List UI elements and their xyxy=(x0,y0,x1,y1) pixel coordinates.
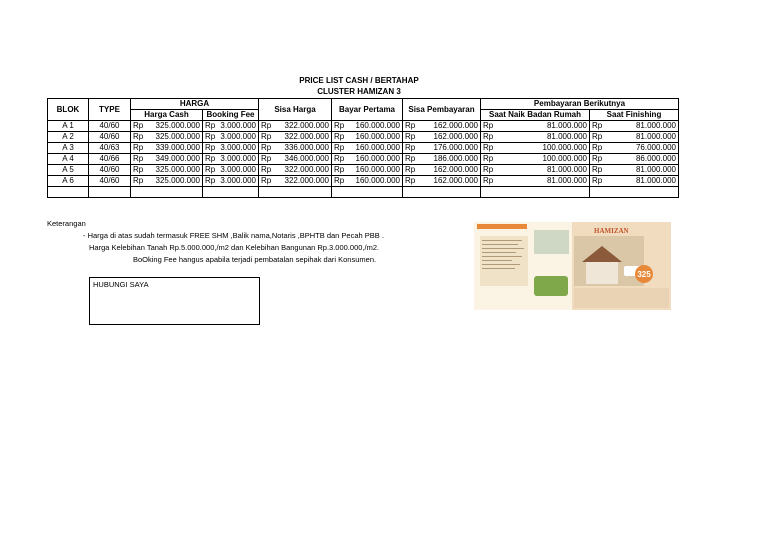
brochure-brand-text: HAMIZAN xyxy=(594,227,629,235)
cell-text: 40/60 xyxy=(99,132,120,141)
cell-type xyxy=(89,154,131,165)
amount-value: 325.000.000 xyxy=(155,176,200,185)
currency-label: Rp xyxy=(205,165,216,174)
amount-value: 162.000.000 xyxy=(433,176,478,185)
cell-blok xyxy=(48,121,89,132)
brochure-house-wall xyxy=(586,262,618,284)
note-line-2: Harga Kelebihan Tanah Rp.5.000.000,/m2 dan Kelebihan Bangunan Rp.3.000.000,/m2. xyxy=(89,243,380,252)
cell-saat-naik xyxy=(481,132,590,143)
currency-label: Rp xyxy=(205,154,216,163)
currency-label: Rp xyxy=(334,154,345,163)
empty-cell xyxy=(481,187,590,198)
amount-value: 100.000.000 xyxy=(542,154,587,163)
cell-type xyxy=(89,121,131,132)
amount-value: 81.000.000 xyxy=(635,132,676,141)
amount-value: 3.000.000 xyxy=(220,143,256,152)
empty-cell xyxy=(48,187,89,198)
empty-cell xyxy=(332,187,403,198)
amount-value: 349.000.000 xyxy=(155,154,200,163)
cell-booking-fee xyxy=(203,154,259,165)
cell-text: 40/63 xyxy=(99,143,120,152)
currency-label: Rp xyxy=(483,165,494,174)
currency-label: Rp xyxy=(261,176,272,185)
cell-text: A 4 xyxy=(62,154,74,163)
amount-value: 339.000.000 xyxy=(155,143,200,152)
currency-label: Rp xyxy=(592,121,603,130)
currency-label: Rp xyxy=(405,132,416,141)
amount-value: 3.000.000 xyxy=(220,165,256,174)
currency-label: Rp xyxy=(334,165,345,174)
amount-value: 160.000.000 xyxy=(355,154,400,163)
amount-value: 336.000.000 xyxy=(284,143,329,152)
currency-label: Rp xyxy=(133,154,144,163)
currency-label: Rp xyxy=(334,132,345,141)
table-row xyxy=(48,176,679,187)
cell-type xyxy=(89,176,131,187)
amount-value: 176.000.000 xyxy=(433,143,478,152)
amount-value: 160.000.000 xyxy=(355,132,400,141)
header-sisa-harga: Sisa Harga xyxy=(259,99,332,121)
cell-text: 40/60 xyxy=(99,121,120,130)
cell-text: A 3 xyxy=(62,143,74,152)
table-row-empty xyxy=(48,187,679,198)
cell-saat-finishing xyxy=(590,165,679,176)
currency-label: Rp xyxy=(405,143,416,152)
table-row xyxy=(48,165,679,176)
cell-booking-fee xyxy=(203,143,259,154)
cell-harga-cash xyxy=(131,165,203,176)
cell-sisa-harga xyxy=(259,176,332,187)
currency-label: Rp xyxy=(261,154,272,163)
amount-value: 76.000.000 xyxy=(635,143,676,152)
cell-text: A 1 xyxy=(62,121,74,130)
cell-sisa-pembayaran xyxy=(403,165,481,176)
currency-label: Rp xyxy=(133,121,144,130)
contact-box xyxy=(89,277,260,325)
currency-label: Rp xyxy=(334,121,345,130)
cell-type xyxy=(89,143,131,154)
currency-label: Rp xyxy=(483,143,494,152)
cell-text: 40/60 xyxy=(99,176,120,185)
header-blok: BLOK xyxy=(48,99,89,121)
currency-label: Rp xyxy=(405,121,416,130)
amount-value: 160.000.000 xyxy=(355,121,400,130)
cell-text: A 2 xyxy=(62,132,74,141)
cell-sisa-harga xyxy=(259,121,332,132)
amount-value: 160.000.000 xyxy=(355,176,400,185)
amount-value: 3.000.000 xyxy=(220,176,256,185)
currency-label: Rp xyxy=(133,165,144,174)
currency-label: Rp xyxy=(133,132,144,141)
cell-sisa-harga xyxy=(259,165,332,176)
cell-saat-naik xyxy=(481,143,590,154)
empty-cell xyxy=(259,187,332,198)
currency-label: Rp xyxy=(133,143,144,152)
price-table xyxy=(47,98,679,198)
amount-value: 186.000.000 xyxy=(433,154,478,163)
amount-value: 86.000.000 xyxy=(635,154,676,163)
cell-blok xyxy=(48,132,89,143)
empty-cell xyxy=(203,187,259,198)
header-saat-finishing: Saat Finishing xyxy=(590,110,679,121)
empty-cell xyxy=(131,187,203,198)
brochure-price-text: 325 xyxy=(637,270,651,279)
cell-bayar-pertama xyxy=(332,143,403,154)
cell-booking-fee xyxy=(203,176,259,187)
brochure-header-bar xyxy=(477,224,527,229)
empty-cell xyxy=(590,187,679,198)
cell-saat-finishing xyxy=(590,132,679,143)
amount-value: 3.000.000 xyxy=(220,154,256,163)
cell-sisa-pembayaran xyxy=(403,132,481,143)
cell-harga-cash xyxy=(131,121,203,132)
amount-value: 81.000.000 xyxy=(546,176,587,185)
cell-type xyxy=(89,165,131,176)
amount-value: 81.000.000 xyxy=(635,176,676,185)
currency-label: Rp xyxy=(405,176,416,185)
table-row xyxy=(48,143,679,154)
header-saat-naik: Saat Naik Badan Rumah xyxy=(481,110,590,121)
amount-value: 162.000.000 xyxy=(433,121,478,130)
cell-bayar-pertama xyxy=(332,132,403,143)
cell-type xyxy=(89,132,131,143)
contact-label: HUBUNGI SAYA xyxy=(93,280,149,289)
cell-sisa-pembayaran xyxy=(403,154,481,165)
currency-label: Rp xyxy=(261,165,272,174)
amount-value: 3.000.000 xyxy=(220,132,256,141)
cell-booking-fee xyxy=(203,121,259,132)
cell-saat-finishing xyxy=(590,154,679,165)
cell-harga-cash xyxy=(131,176,203,187)
cell-bayar-pertama xyxy=(332,121,403,132)
currency-label: Rp xyxy=(592,154,603,163)
header-type: TYPE xyxy=(89,99,131,121)
cell-booking-fee xyxy=(203,165,259,176)
cell-saat-finishing xyxy=(590,121,679,132)
currency-label: Rp xyxy=(405,165,416,174)
currency-label: Rp xyxy=(483,121,494,130)
cell-harga-cash xyxy=(131,132,203,143)
amount-value: 162.000.000 xyxy=(433,132,478,141)
cell-blok xyxy=(48,154,89,165)
amount-value: 3.000.000 xyxy=(220,121,256,130)
currency-label: Rp xyxy=(205,121,216,130)
currency-label: Rp xyxy=(483,176,494,185)
header-bayar-pertama: Bayar Pertama xyxy=(332,99,403,121)
amount-value: 325.000.000 xyxy=(155,165,200,174)
currency-label: Rp xyxy=(483,154,494,163)
notes-label: Keterangan xyxy=(47,219,86,228)
amount-value: 322.000.000 xyxy=(284,176,329,185)
cell-saat-finishing xyxy=(590,176,679,187)
amount-value: 81.000.000 xyxy=(546,121,587,130)
currency-label: Rp xyxy=(483,132,494,141)
cell-sisa-harga xyxy=(259,132,332,143)
amount-value: 162.000.000 xyxy=(433,165,478,174)
table-row xyxy=(48,121,679,132)
amount-value: 81.000.000 xyxy=(635,121,676,130)
cell-saat-naik xyxy=(481,176,590,187)
cell-bayar-pertama xyxy=(332,165,403,176)
cell-saat-naik xyxy=(481,154,590,165)
currency-label: Rp xyxy=(592,143,603,152)
currency-label: Rp xyxy=(205,143,216,152)
amount-value: 322.000.000 xyxy=(284,121,329,130)
cell-text: 40/60 xyxy=(99,165,120,174)
note-line-3: BoOking Fee hangus apabila terjadi pembatalan sepihak dari Konsumen. xyxy=(133,255,377,264)
amount-value: 160.000.000 xyxy=(355,143,400,152)
brochure-house-photo-small xyxy=(534,230,569,254)
amount-value: 322.000.000 xyxy=(284,165,329,174)
currency-label: Rp xyxy=(334,143,345,152)
header-harga-cash: Harga Cash xyxy=(131,110,203,121)
currency-label: Rp xyxy=(592,165,603,174)
cell-text: 40/66 xyxy=(99,154,120,163)
brochure-green-badge xyxy=(534,276,568,296)
currency-label: Rp xyxy=(205,176,216,185)
cell-text: A 6 xyxy=(62,176,74,185)
brochure-image xyxy=(474,222,671,310)
cell-blok xyxy=(48,143,89,154)
amount-value: 322.000.000 xyxy=(284,132,329,141)
currency-label: Rp xyxy=(261,132,272,141)
page-title: PRICE LIST CASH / BERTAHAP xyxy=(299,76,419,85)
currency-label: Rp xyxy=(334,176,345,185)
amount-value: 81.000.000 xyxy=(546,165,587,174)
currency-label: Rp xyxy=(133,176,144,185)
currency-label: Rp xyxy=(261,143,272,152)
cell-text: A 5 xyxy=(62,165,74,174)
cell-bayar-pertama xyxy=(332,176,403,187)
currency-label: Rp xyxy=(405,154,416,163)
header-booking-fee: Booking Fee xyxy=(203,110,259,121)
cell-harga-cash xyxy=(131,143,203,154)
note-line-1: - Harga di atas sudah termasuk FREE SHM ,Balik nama,Notaris ,BPHTB dan Pecah PBB . xyxy=(83,231,384,240)
cell-booking-fee xyxy=(203,132,259,143)
currency-label: Rp xyxy=(592,132,603,141)
header-harga: HARGA xyxy=(131,99,259,110)
cell-sisa-harga xyxy=(259,154,332,165)
header-pembayaran-berikutnya: Pembayaran Berikutnya xyxy=(481,99,679,110)
cell-blok xyxy=(48,176,89,187)
currency-label: Rp xyxy=(592,176,603,185)
empty-cell xyxy=(403,187,481,198)
cell-sisa-harga xyxy=(259,143,332,154)
amount-value: 346.000.000 xyxy=(284,154,329,163)
currency-label: Rp xyxy=(261,121,272,130)
cell-saat-naik xyxy=(481,165,590,176)
cell-saat-naik xyxy=(481,121,590,132)
cell-sisa-pembayaran xyxy=(403,121,481,132)
amount-value: 325.000.000 xyxy=(155,132,200,141)
page-subtitle: CLUSTER HAMIZAN 3 xyxy=(317,87,401,96)
table-row xyxy=(48,154,679,165)
amount-value: 81.000.000 xyxy=(546,132,587,141)
currency-label: Rp xyxy=(205,132,216,141)
amount-value: 160.000.000 xyxy=(355,165,400,174)
amount-value: 81.000.000 xyxy=(635,165,676,174)
cell-harga-cash xyxy=(131,154,203,165)
cell-bayar-pertama xyxy=(332,154,403,165)
brochure-footer xyxy=(574,288,669,308)
amount-value: 325.000.000 xyxy=(155,121,200,130)
header-sisa-pembayaran: Sisa Pembayaran xyxy=(403,99,481,121)
cell-blok xyxy=(48,165,89,176)
table-row xyxy=(48,132,679,143)
amount-value: 100.000.000 xyxy=(542,143,587,152)
cell-saat-finishing xyxy=(590,143,679,154)
cell-sisa-pembayaran xyxy=(403,176,481,187)
cell-sisa-pembayaran xyxy=(403,143,481,154)
empty-cell xyxy=(89,187,131,198)
